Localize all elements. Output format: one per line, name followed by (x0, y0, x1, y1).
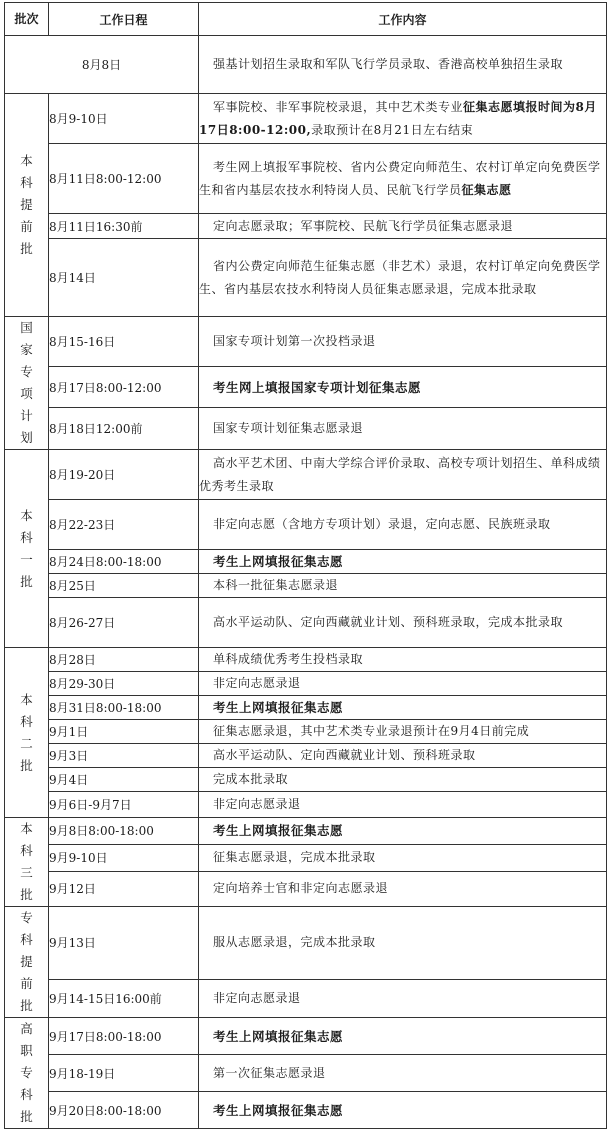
table-row (5, 818, 607, 845)
row-content: 本科一批征集志愿录退 (199, 574, 607, 598)
batch-label: 本 科 三 批 (5, 818, 49, 907)
admission-schedule-sheet (4, 2, 606, 1124)
table-row (5, 768, 607, 792)
row-date: 9月1日 (49, 720, 199, 744)
row-date: 8月31日8:00-18:00 (49, 696, 199, 720)
table-row (5, 871, 607, 906)
row-date: 8月25日 (49, 574, 199, 598)
row-content: 非定向志愿录退 (199, 672, 607, 696)
row-date: 9月4日 (49, 768, 199, 792)
row-content: 考生上网填报征集志愿 (199, 550, 607, 574)
row-content: 定向培养士官和非定向志愿录退 (199, 871, 607, 906)
table-row (5, 144, 607, 214)
header-content: 工作内容 (199, 3, 607, 36)
row-content: 考生上网填报征集志愿 (199, 1018, 607, 1055)
row-date: 8月17日8:00-12:00 (49, 366, 199, 408)
row-date: 8月11日16:30前 (49, 214, 199, 239)
table-row (5, 450, 607, 500)
table-row (5, 36, 607, 94)
table-row (5, 696, 607, 720)
row-content: 省内公费定向师范生征集志愿（非艺术）录退，农村订单定向免费医学生、省内基层农技水利特岗人员征集志愿录退，完成本批录取 (199, 239, 607, 317)
table-row (5, 239, 607, 317)
table-row (5, 844, 607, 871)
table-row (5, 1055, 607, 1092)
row-content: 高水平艺术团、中南大学综合评价录取、高校专项计划招生、单科成绩优秀考生录取 (199, 450, 607, 500)
table-row (5, 792, 607, 818)
row-date: 9月6日-9月7日 (49, 792, 199, 818)
row-date: 9月18-19日 (49, 1055, 199, 1092)
row-date: 8月8日 (5, 36, 199, 94)
row-content: 强基计划招生录取和军队飞行学员录取、香港高校单独招生录取 (199, 36, 607, 94)
table-row (5, 366, 607, 408)
row-date: 9月12日 (49, 871, 199, 906)
row-content: 高水平运动队、定向西藏就业计划、预科班录取 (199, 744, 607, 768)
admission-schedule-table (4, 2, 607, 1129)
table-row (5, 317, 607, 367)
row-date: 9月13日 (49, 907, 199, 980)
row-date: 8月19-20日 (49, 450, 199, 500)
row-date: 8月24日8:00-18:00 (49, 550, 199, 574)
row-date: 8月29-30日 (49, 672, 199, 696)
table-row (5, 94, 607, 144)
batch-label: 本 科 二 批 (5, 648, 49, 818)
row-content: 国家专项计划第一次投档录退 (199, 317, 607, 367)
row-content: 考生网上填报国家专项计划征集志愿 (199, 366, 607, 408)
header-date: 工作日程 (49, 3, 199, 36)
row-date: 8月14日 (49, 239, 199, 317)
table-row (5, 550, 607, 574)
header-batch: 批次 (5, 3, 49, 36)
row-date: 9月20日8:00-18:00 (49, 1092, 199, 1129)
table-row (5, 1018, 607, 1055)
schedule-body (5, 36, 607, 1129)
table-row (5, 574, 607, 598)
row-content: 高水平运动队、定向西藏就业计划、预科班录取，完成本批录取 (199, 598, 607, 648)
header-row (5, 3, 607, 36)
row-content: 考生上网填报征集志愿 (199, 696, 607, 720)
row-content: 完成本批录取 (199, 768, 607, 792)
table-row (5, 408, 607, 450)
row-date: 8月26-27日 (49, 598, 199, 648)
row-content: 非定向志愿（含地方专项计划）录退，定向志愿、民族班录取 (199, 500, 607, 550)
table-row (5, 672, 607, 696)
row-date: 9月9-10日 (49, 844, 199, 871)
table-row (5, 744, 607, 768)
row-content: 征集志愿录退，完成本批录取 (199, 844, 607, 871)
row-content: 国家专项计划征集志愿录退 (199, 408, 607, 450)
row-date: 8月28日 (49, 648, 199, 672)
row-date: 9月3日 (49, 744, 199, 768)
row-date: 8月18日12:00前 (49, 408, 199, 450)
table-row (5, 1092, 607, 1129)
row-content: 非定向志愿录退 (199, 979, 607, 1017)
table-row (5, 214, 607, 239)
row-date: 9月14-15日16:00前 (49, 979, 199, 1017)
row-content: 征集志愿录退，其中艺术类专业录退预计在9月4日前完成 (199, 720, 607, 744)
table-row (5, 720, 607, 744)
row-content: 非定向志愿录退 (199, 792, 607, 818)
row-date: 9月8日8:00-18:00 (49, 818, 199, 845)
table-row (5, 500, 607, 550)
batch-label: 高 职 专 科 批 (5, 1018, 49, 1129)
row-date: 8月15-16日 (49, 317, 199, 367)
table-row (5, 648, 607, 672)
batch-label: 国 家 专 项 计 划 (5, 317, 49, 450)
row-content: 考生上网填报征集志愿 (199, 818, 607, 845)
row-content: 定向志愿录取；军事院校、民航飞行学员征集志愿录退 (199, 214, 607, 239)
row-content: 单科成绩优秀考生投档录取 (199, 648, 607, 672)
row-content: 军事院校、非军事院校录退，其中艺术类专业征集志愿填报时间为8月17日8:00-12:00,录取预计在8月21日左右结束 (199, 94, 607, 144)
table-row (5, 907, 607, 980)
row-content: 服从志愿录退，完成本批录取 (199, 907, 607, 980)
row-date: 8月11日8:00-12:00 (49, 144, 199, 214)
row-date: 8月9-10日 (49, 94, 199, 144)
batch-label: 本 科 一 批 (5, 450, 49, 648)
row-date: 8月22-23日 (49, 500, 199, 550)
row-content: 考生上网填报征集志愿 (199, 1092, 607, 1129)
row-date: 9月17日8:00-18:00 (49, 1018, 199, 1055)
row-content: 考生网上填报军事院校、省内公费定向师范生、农村订单定向免费医学生和省内基层农技水利特岗人员、民航飞行学员征集志愿 (199, 144, 607, 214)
row-content: 第一次征集志愿录退 (199, 1055, 607, 1092)
batch-label: 专 科 提 前 批 (5, 907, 49, 1018)
batch-label: 本 科 提 前 批 (5, 94, 49, 317)
table-row (5, 979, 607, 1017)
table-row (5, 598, 607, 648)
